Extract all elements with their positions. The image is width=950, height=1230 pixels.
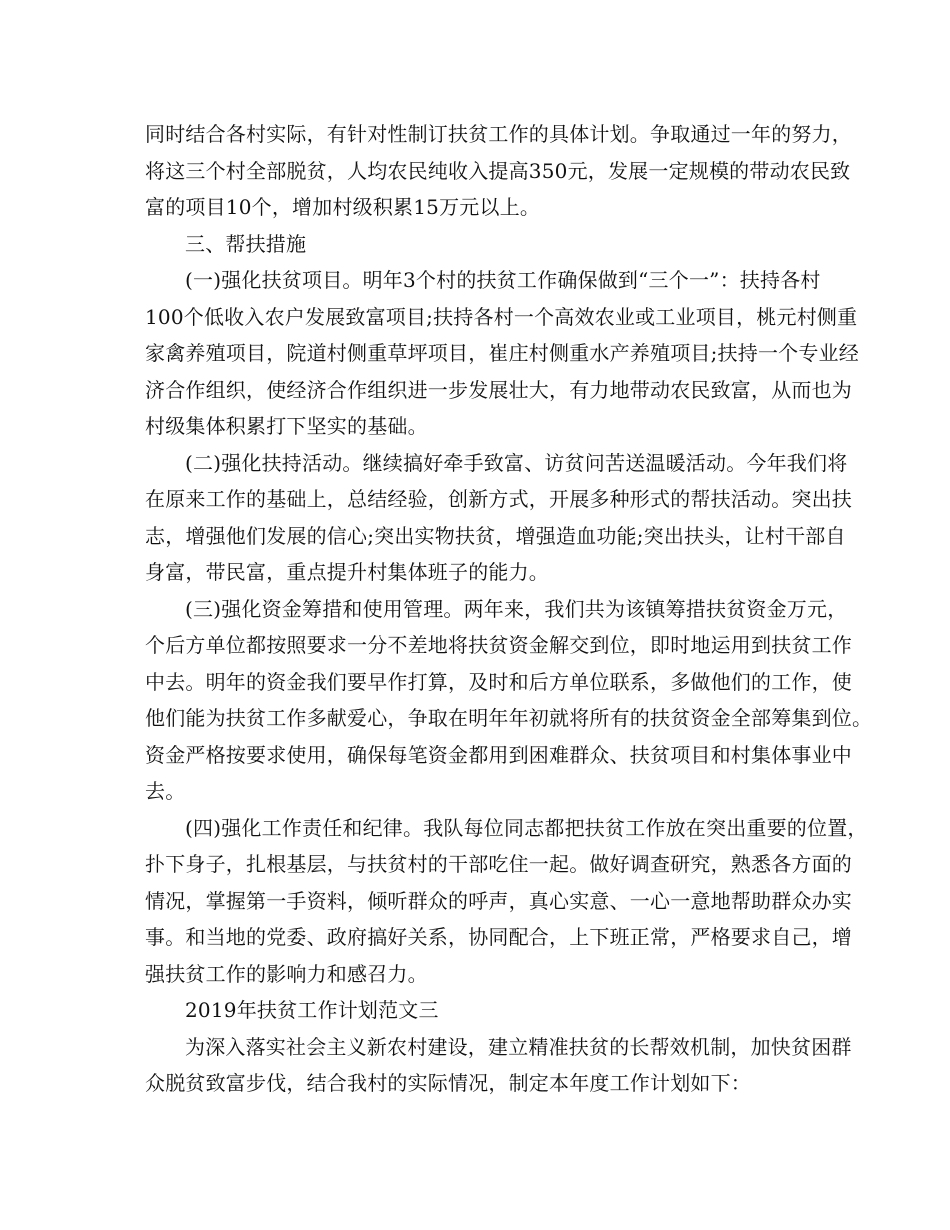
text-line: 资金严格按要求使用，确保每笔资金都用到困难群众、扶贫项目和村集体事业中 <box>145 742 852 767</box>
text-line: 100个低收入农户发展致富项目;扶持各村一个高效农业或工业项目，桃元村侧重 <box>145 304 858 329</box>
text-line: 2019年扶贫工作计划范文三 <box>185 998 439 1022</box>
text-line: 扑下身子，扎根基层，与扶贫村的干部吃住一起。做好调查研究，熟悉各方面的 <box>145 852 852 876</box>
text-line: (二)强化扶持活动。继续搞好牵手致富、访贫问苦送温暖活动。今年我们将 <box>185 450 848 475</box>
text-line: 为深入落实社会主义新农村建设，建立精准扶贫的长帮效机制，加快贫困群 <box>185 1034 852 1059</box>
text-line: 事。和当地的党委、政府搞好关系，协同配合，上下班正常，严格要求自己，增 <box>145 925 852 949</box>
text-line: 个后方单位都按照要求一分不差地将扶贫资金解交到位，即时地运用到扶贫工作 <box>145 633 852 657</box>
text-line: 村级集体积累打下坚实的基础。 <box>145 414 428 438</box>
text-line: 志，增强他们发展的信心;突出实物扶贫，增强造血功能;突出扶头，让村干部自 <box>145 523 846 548</box>
text-line: 将这三个村全部脱贫，人均农民纯收入提高350元，发展一定规模的带动农民致 <box>145 158 851 183</box>
text-line: 富的项目10个，增加村级积累15万元以上。 <box>145 195 541 219</box>
text-line: 众脱贫致富步伐，结合我村的实际情况，制定本年度工作计划如下： <box>145 1071 751 1095</box>
document-body <box>145 116 873 1102</box>
text-line: 在原来工作的基础上，总结经验，创新方式，开展多种形式的帮扶活动。突出扶 <box>145 487 852 511</box>
text-line: 身富，带民富，重点提升村集体班子的能力。 <box>145 560 549 584</box>
text-line: 中去。明年的资金我们要早作打算，及时和后方单位联系，多做他们的工作，使 <box>145 669 852 694</box>
text-line: (一)强化扶贫项目。明年3个村的扶贫工作确保做到“三个一”：扶持各村 <box>185 268 821 292</box>
text-line: 同时结合各村实际，有针对性制订扶贫工作的具体计划。争取通过一年的努力， <box>145 122 852 146</box>
text-line: (四)强化工作责任和纪律。我队每位同志都把扶贫工作放在突出重要的位置， <box>185 815 868 840</box>
text-line: 强扶贫工作的影响力和感召力。 <box>145 961 428 986</box>
text-line: 情况，掌握第一手资料，倾听群众的呼声，真心实意、一心一意地帮助群众办实 <box>145 888 852 913</box>
text-line: 济合作组织，使经济合作组织进一步发展壮大，有力地带动农民致富，从而也为 <box>145 377 852 402</box>
text-line: 三、帮扶措施 <box>185 231 307 256</box>
text-line: (三)强化资金筹措和使用管理。两年来，我们共为该镇筹措扶贫资金万元， <box>185 596 848 621</box>
text-line: 去。 <box>145 779 186 803</box>
text-line: 家禽养殖项目，院道村侧重草坪项目，崔庄村侧重水产养殖项目;扶持一个专业经 <box>145 341 859 365</box>
text-line: 他们能为扶贫工作多献爱心，争取在明年年初就将所有的扶贫资金全部筹集到位。 <box>145 706 873 730</box>
